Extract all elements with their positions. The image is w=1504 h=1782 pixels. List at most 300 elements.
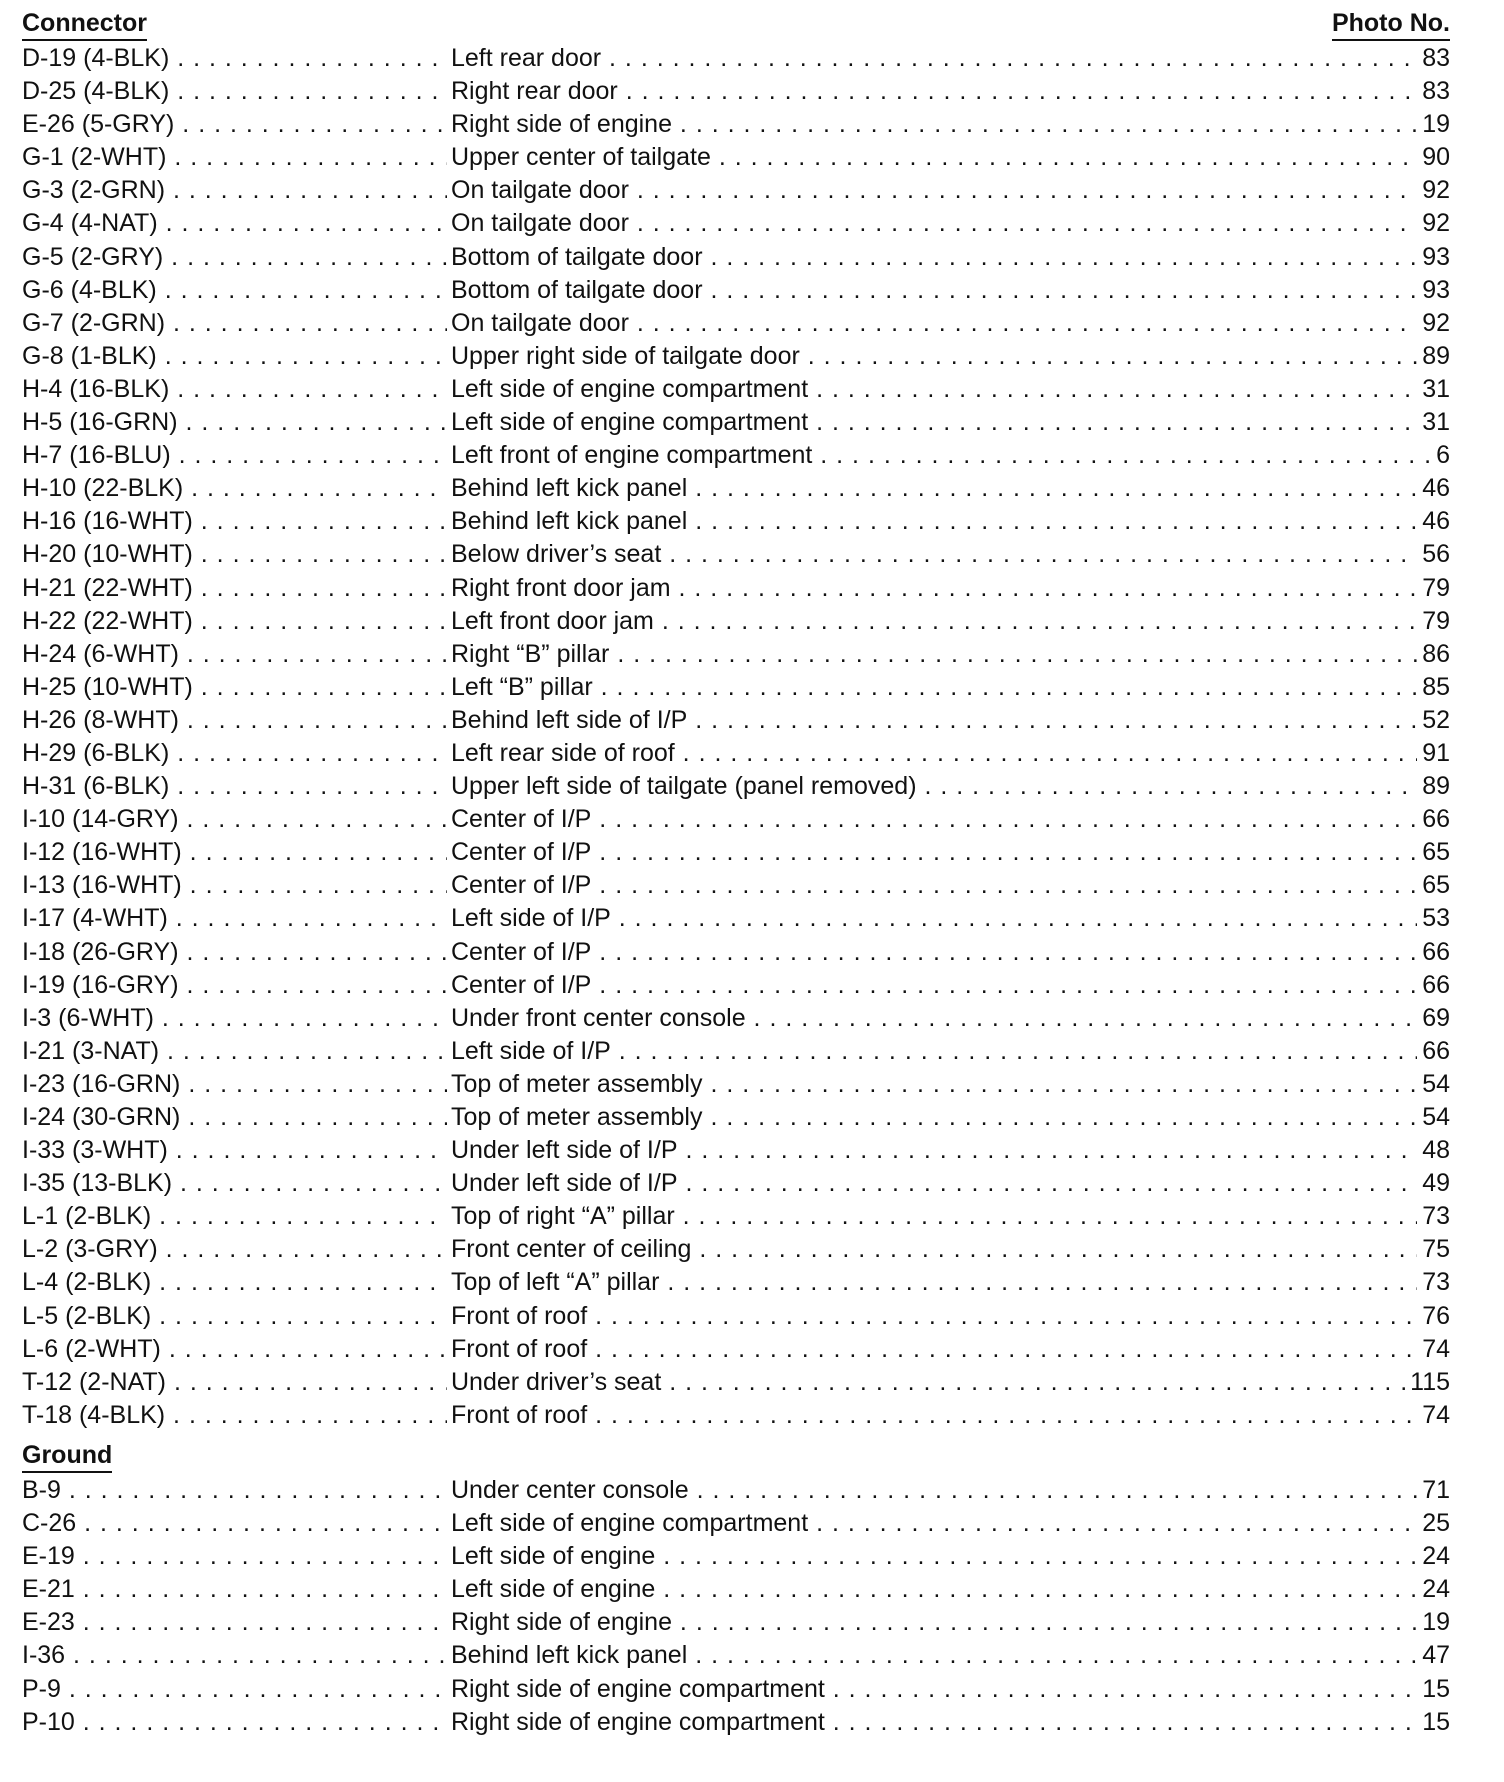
row-location-cell [451,505,1450,538]
connector-code: I-35 (13-BLK) . . . [22,1169,447,1197]
row-code-cell [22,969,447,1002]
table-row [22,1266,1450,1299]
photo-number: 93 [1417,274,1450,307]
connector-code: I-24 (30-GRN) . . . [22,1103,447,1131]
row-code-cell [22,340,447,373]
row-location-cell [451,1366,1450,1399]
row-code-cell [22,1474,447,1507]
connector-code: G-6 (4-BLK) . . . [22,276,447,304]
row-location-cell [451,803,1450,836]
connector-code: H-4 (16-BLK) . . . [22,375,447,403]
connector-code: H-26 (8-WHT) . . . [22,706,447,734]
row-code-cell [22,75,447,108]
photo-number: 83 [1417,75,1450,108]
connector-code: I-13 (16-WHT) . . . [22,871,447,899]
table-row [22,869,1450,902]
table-row [22,439,1450,472]
photo-number: 66 [1417,803,1450,836]
location-text: Right side of engine compartment . . . [451,1708,1450,1736]
location-text: Top of meter assembly . . . [451,1070,1450,1098]
row-location-cell [451,1673,1450,1706]
photo-number-heading: Photo No. [1332,8,1450,41]
photo-number: 93 [1417,241,1450,274]
row-location-cell [451,472,1450,505]
row-code-cell [22,241,447,274]
connector-code: I-10 (14-GRY) . . . [22,805,447,833]
row-code-cell [22,108,447,141]
connector-code: P-10 . . . [22,1708,447,1736]
row-code-cell [22,1706,447,1739]
location-text: Left front door jam . . . [451,607,1450,635]
connector-code: H-20 (10-WHT) . . . [22,540,447,568]
table-row [22,1002,1450,1035]
connector-code: I-17 (4-WHT) . . . [22,904,447,932]
connector-code: I-33 (3-WHT) . . . [22,1136,447,1164]
row-location-cell [451,1573,1450,1606]
row-code-cell [22,1507,447,1540]
location-text: Behind left kick panel . . . [451,507,1450,535]
row-code-cell [22,307,447,340]
table-row [22,1606,1450,1639]
connector-code: H-21 (22-WHT) . . . [22,574,447,602]
row-code-cell [22,1366,447,1399]
location-text: Top of right “A” pillar . . . [451,1202,1450,1230]
photo-number: 31 [1417,406,1450,439]
location-text: Under driver’s seat . . . [451,1368,1450,1396]
location-text: On tailgate door . . . [451,309,1450,337]
row-code-cell [22,174,447,207]
connector-code: G-3 (2-GRN) . . . [22,176,447,204]
row-location-cell [451,406,1450,439]
location-text: Under front center console . . . [451,1004,1450,1032]
location-text: Behind left side of I/P . . . [451,706,1450,734]
connector-code: H-22 (22-WHT) . . . [22,607,447,635]
photo-number: 46 [1417,472,1450,505]
row-location-cell [451,1606,1450,1639]
photo-number: 19 [1417,108,1450,141]
photo-number: 54 [1417,1068,1450,1101]
row-code-cell [22,1333,447,1366]
table-row [22,1300,1450,1333]
table-row [22,42,1450,75]
row-code-cell [22,42,447,75]
row-code-cell [22,1606,447,1639]
row-code-cell [22,605,447,638]
row-location-cell [451,671,1450,704]
row-code-cell [22,869,447,902]
table-row [22,770,1450,803]
row-code-cell [22,1300,447,1333]
location-text: Right “B” pillar . . . [451,640,1450,668]
table-row [22,538,1450,571]
location-text: Right side of engine . . . [451,110,1450,138]
photo-number: 49 [1417,1167,1450,1200]
row-code-cell [22,803,447,836]
photo-number: 25 [1417,1507,1450,1540]
row-code-cell [22,1573,447,1606]
table-row [22,174,1450,207]
photo-number: 15 [1417,1706,1450,1739]
row-code-cell [22,1068,447,1101]
location-text: On tailgate door . . . [451,176,1450,204]
location-text: Upper right side of tailgate door . . . [451,342,1450,370]
connector-code: G-4 (4-NAT) . . . [22,209,447,237]
photo-number: 73 [1417,1266,1450,1299]
location-text: Left side of engine . . . [451,1575,1450,1603]
row-location-cell [451,1706,1450,1739]
location-text: Left front of engine compartment . . . [451,441,1450,469]
row-location-cell [451,1035,1450,1068]
photo-number: 19 [1417,1606,1450,1639]
location-text: Right rear door . . . [451,77,1450,105]
row-location-cell [451,439,1450,472]
table-row [22,141,1450,174]
row-code-cell [22,704,447,737]
row-location-cell [451,1333,1450,1366]
table-row [22,307,1450,340]
row-location-cell [451,1167,1450,1200]
location-text: Upper left side of tailgate (panel removed) . . . [451,772,1450,800]
row-code-cell [22,902,447,935]
row-code-cell [22,406,447,439]
photo-number: 86 [1417,638,1450,671]
location-text: Behind left kick panel . . . [451,474,1450,502]
connector-code: I-3 (6-WHT) . . . [22,1004,447,1032]
location-text: Front center of ceiling . . . [451,1235,1450,1263]
row-location-cell [451,307,1450,340]
connector-code: D-25 (4-BLK) . . . [22,77,447,105]
location-text: Center of I/P . . . [451,871,1450,899]
photo-number: 66 [1417,1035,1450,1068]
row-code-cell [22,638,447,671]
table-row [22,340,1450,373]
row-code-cell [22,373,447,406]
location-text: Left side of engine compartment . . . [451,375,1450,403]
connector-code: L-5 (2-BLK) . . . [22,1302,447,1330]
table-row [22,406,1450,439]
connector-code: T-18 (4-BLK) . . . [22,1401,447,1429]
row-code-cell [22,1540,447,1573]
row-location-cell [451,174,1450,207]
location-text: Center of I/P . . . [451,938,1450,966]
photo-number: 6 [1431,439,1450,472]
connector-code: H-24 (6-WHT) . . . [22,640,447,668]
photo-number: 15 [1417,1673,1450,1706]
photo-number: 79 [1417,572,1450,605]
connector-code: I-36 . . . [22,1641,447,1669]
location-text: Center of I/P . . . [451,971,1450,999]
connector-code: L-1 (2-BLK) . . . [22,1202,447,1230]
row-code-cell [22,671,447,704]
photo-number: 47 [1417,1639,1450,1672]
table-row [22,836,1450,869]
location-text: Front of roof . . . [451,1302,1450,1330]
location-text: Left side of engine compartment . . . [451,1509,1450,1537]
ground-list [22,1474,1450,1739]
row-location-cell [451,207,1450,240]
table-row [22,737,1450,770]
row-code-cell [22,1134,447,1167]
photo-number: 85 [1417,671,1450,704]
row-code-cell [22,1200,447,1233]
row-location-cell [451,737,1450,770]
location-text: Bottom of tailgate door . . . [451,243,1450,271]
connector-code: H-31 (6-BLK) . . . [22,772,447,800]
row-code-cell [22,770,447,803]
table-row [22,1706,1450,1739]
row-location-cell [451,1540,1450,1573]
location-text: Right side of engine compartment . . . [451,1675,1450,1703]
photo-number: 48 [1417,1134,1450,1167]
table-row [22,1134,1450,1167]
table-row [22,1507,1450,1540]
connector-code: I-19 (16-GRY) . . . [22,971,447,999]
table-row [22,969,1450,1002]
location-text: Below driver’s seat . . . [451,540,1450,568]
photo-number: 92 [1417,207,1450,240]
connector-code: D-19 (4-BLK) . . . [22,44,447,72]
row-location-cell [451,902,1450,935]
table-row [22,207,1450,240]
table-row [22,1573,1450,1606]
table-row [22,803,1450,836]
row-location-cell [451,572,1450,605]
table-row [22,505,1450,538]
location-text: Behind left kick panel . . . [451,1641,1450,1669]
row-location-cell [451,1002,1450,1035]
row-location-cell [451,704,1450,737]
connector-code: E-23 . . . [22,1608,447,1636]
connector-section-header [22,8,1450,42]
table-row [22,373,1450,406]
location-text: Under center console . . . [451,1476,1450,1504]
row-location-cell [451,274,1450,307]
connector-heading: Connector [22,8,147,41]
photo-number: 91 [1417,737,1450,770]
connector-code: I-21 (3-NAT) . . . [22,1037,447,1065]
row-location-cell [451,241,1450,274]
row-location-cell [451,1068,1450,1101]
table-row [22,1366,1450,1399]
row-location-cell [451,108,1450,141]
photo-number: 79 [1417,605,1450,638]
photo-number: 115 [1405,1366,1450,1399]
row-location-cell [451,75,1450,108]
document-page [22,8,1450,1739]
row-code-cell [22,1673,447,1706]
location-text: Right front door jam . . . [451,574,1450,602]
table-row [22,1333,1450,1366]
row-location-cell [451,936,1450,969]
row-code-cell [22,505,447,538]
photo-number: 31 [1417,373,1450,406]
connector-code: H-10 (22-BLK) . . . [22,474,447,502]
row-location-cell [451,373,1450,406]
row-location-cell [451,1233,1450,1266]
photo-number: 89 [1417,770,1450,803]
connector-code: H-5 (16-GRN) . . . [22,408,447,436]
location-text: Top of meter assembly . . . [451,1103,1450,1131]
connector-code: I-23 (16-GRN) . . . [22,1070,447,1098]
row-location-cell [451,1474,1450,1507]
location-text: Under left side of I/P . . . [451,1169,1450,1197]
table-row [22,605,1450,638]
row-location-cell [451,42,1450,75]
table-row [22,1035,1450,1068]
connector-code: I-18 (26-GRY) . . . [22,938,447,966]
photo-number: 92 [1417,307,1450,340]
photo-number: 65 [1417,836,1450,869]
connector-code: P-9 . . . [22,1675,447,1703]
location-text: Left side of engine compartment . . . [451,408,1450,436]
photo-number: 24 [1417,1540,1450,1573]
table-row [22,1233,1450,1266]
table-row [22,936,1450,969]
location-text: Under left side of I/P . . . [451,1136,1450,1164]
table-row [22,671,1450,704]
photo-number: 89 [1417,340,1450,373]
connector-code: G-8 (1-BLK) . . . [22,342,447,370]
photo-number: 76 [1417,1300,1450,1333]
photo-number: 74 [1417,1333,1450,1366]
row-location-cell [451,1101,1450,1134]
table-row [22,241,1450,274]
table-row [22,75,1450,108]
table-row [22,902,1450,935]
row-code-cell [22,439,447,472]
row-location-cell [451,1134,1450,1167]
table-row [22,274,1450,307]
row-location-cell [451,538,1450,571]
connector-code: L-6 (2-WHT) . . . [22,1335,447,1363]
location-text: Left rear door . . . [451,44,1450,72]
photo-number: 73 [1417,1200,1450,1233]
photo-number: 66 [1417,936,1450,969]
row-location-cell [451,836,1450,869]
photo-number: 56 [1417,538,1450,571]
row-location-cell [451,1507,1450,1540]
photo-number: 66 [1417,969,1450,1002]
ground-section-header [22,1440,1450,1474]
table-row [22,1540,1450,1573]
row-code-cell [22,1233,447,1266]
connector-code: E-21 . . . [22,1575,447,1603]
location-text: Left “B” pillar . . . [451,673,1450,701]
connector-code: G-7 (2-GRN) . . . [22,309,447,337]
row-code-cell [22,836,447,869]
photo-number: 92 [1417,174,1450,207]
location-text: Left rear side of roof . . . [451,739,1450,767]
photo-number: 54 [1417,1101,1450,1134]
row-location-cell [451,1300,1450,1333]
row-code-cell [22,1167,447,1200]
row-location-cell [451,1266,1450,1299]
row-location-cell [451,141,1450,174]
location-text: Front of roof . . . [451,1335,1450,1363]
row-location-cell [451,770,1450,803]
row-location-cell [451,340,1450,373]
table-row [22,1101,1450,1134]
row-code-cell [22,1002,447,1035]
row-location-cell [451,1639,1450,1672]
table-row [22,1399,1450,1432]
table-row [22,1068,1450,1101]
photo-number: 53 [1417,902,1450,935]
connector-code: L-4 (2-BLK) . . . [22,1268,447,1296]
photo-number: 46 [1417,505,1450,538]
row-code-cell [22,936,447,969]
connector-code: C-26 . . . [22,1509,447,1537]
location-text: Left side of I/P . . . [451,1037,1450,1065]
row-location-cell [451,969,1450,1002]
connector-code: E-19 . . . [22,1542,447,1570]
photo-number: 24 [1417,1573,1450,1606]
location-text: Right side of engine . . . [451,1608,1450,1636]
row-location-cell [451,638,1450,671]
row-location-cell [451,1399,1450,1432]
table-row [22,1474,1450,1507]
location-text: Center of I/P . . . [451,805,1450,833]
connector-code: G-5 (2-GRY) . . . [22,243,447,271]
location-text: Bottom of tailgate door . . . [451,276,1450,304]
row-code-cell [22,737,447,770]
photo-number: 83 [1417,42,1450,75]
photo-number: 74 [1417,1399,1450,1432]
row-code-cell [22,141,447,174]
connector-list [22,42,1450,1432]
connector-code: L-2 (3-GRY) . . . [22,1235,447,1263]
row-code-cell [22,274,447,307]
location-text: Left side of engine . . . [451,1542,1450,1570]
row-code-cell [22,472,447,505]
row-location-cell [451,1200,1450,1233]
table-row [22,1200,1450,1233]
connector-code: H-16 (16-WHT) . . . [22,507,447,535]
table-row [22,1167,1450,1200]
row-code-cell [22,1101,447,1134]
table-row [22,472,1450,505]
table-row [22,108,1450,141]
location-text: Center of I/P . . . [451,838,1450,866]
connector-code: H-7 (16-BLU) . . . [22,441,447,469]
row-code-cell [22,538,447,571]
row-location-cell [451,605,1450,638]
photo-number: 65 [1417,869,1450,902]
row-code-cell [22,1399,447,1432]
photo-number: 90 [1417,141,1450,174]
connector-code: I-12 (16-WHT) . . . [22,838,447,866]
row-code-cell [22,1035,447,1068]
location-text: Front of roof . . . [451,1401,1450,1429]
location-text: On tailgate door . . . [451,209,1450,237]
location-text: Left side of I/P . . . [451,904,1450,932]
photo-number: 75 [1417,1233,1450,1266]
table-row [22,704,1450,737]
connector-code: H-29 (6-BLK) . . . [22,739,447,767]
row-code-cell [22,572,447,605]
ground-heading: Ground [22,1440,112,1473]
photo-number: 52 [1417,704,1450,737]
connector-code: T-12 (2-NAT) . . . [22,1368,447,1396]
table-row [22,1639,1450,1672]
connector-code: H-25 (10-WHT) . . . [22,673,447,701]
connector-code: B-9 . . . [22,1476,447,1504]
row-code-cell [22,1266,447,1299]
row-code-cell [22,1639,447,1672]
location-text: Upper center of tailgate . . . [451,143,1450,171]
table-row [22,1673,1450,1706]
photo-number: 71 [1417,1474,1450,1507]
